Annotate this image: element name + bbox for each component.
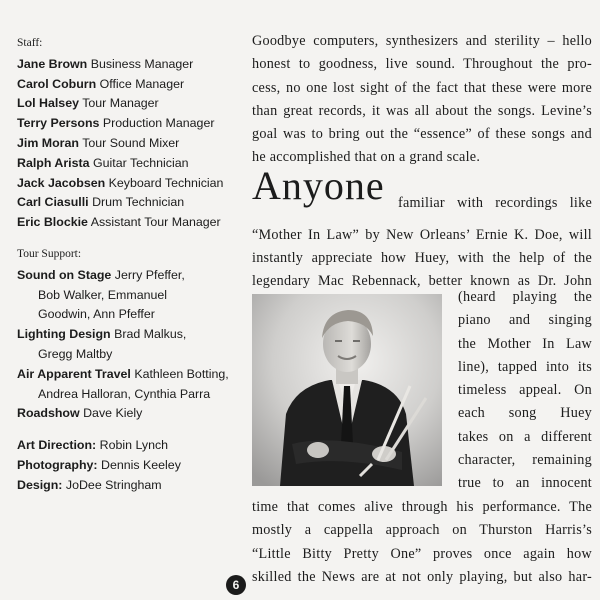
paragraph-main bbox=[252, 224, 592, 294]
text-line: “Mother In Law” by New Orleans’ Ernie K. Doe, will bbox=[252, 226, 592, 243]
staff-role: Tour Manager bbox=[82, 96, 159, 111]
staff-item bbox=[17, 213, 242, 233]
support-names: Dave Kiely bbox=[83, 406, 143, 421]
text-line: Goodbye computers, synthesizers and sterility – hello bbox=[252, 33, 592, 49]
staff-name: Carl Ciasulli bbox=[17, 195, 89, 210]
text-line: piano and singing bbox=[458, 312, 592, 329]
support-item bbox=[17, 325, 242, 345]
staff-role: Keyboard Technician bbox=[108, 175, 224, 190]
art-value: Dennis Keeley bbox=[101, 457, 181, 472]
staff-item bbox=[17, 75, 242, 95]
art-value: Robin Lynch bbox=[99, 438, 169, 453]
dropcap-word: Anyone bbox=[252, 162, 385, 208]
art-value: JoDee Stringham bbox=[65, 477, 162, 492]
art-credits bbox=[17, 436, 242, 495]
staff-name: Lol Halsey bbox=[17, 96, 79, 111]
text-line: line), tapped into its bbox=[458, 358, 592, 375]
text-line: familiar with recordings like bbox=[398, 194, 592, 211]
staff-item bbox=[17, 193, 242, 213]
staff-role: Production Manager bbox=[102, 116, 215, 131]
staff-item bbox=[17, 114, 242, 134]
support-label: Roadshow bbox=[17, 406, 80, 421]
staff-name: Eric Blockie bbox=[17, 215, 88, 230]
musician-photo-image bbox=[252, 294, 442, 486]
dropcap-line bbox=[252, 162, 592, 224]
support-label: Air Apparent Travel bbox=[17, 366, 131, 381]
text-line: legendary Mac Rebennack, better known as Dr. John bbox=[252, 273, 592, 290]
staff-item bbox=[17, 55, 242, 75]
staff-item bbox=[17, 154, 242, 174]
text-line: “Little Bitty Pretty One” proves once again how bbox=[252, 545, 592, 562]
musician-photo bbox=[252, 294, 442, 486]
staff-role: Assistant Tour Manager bbox=[90, 215, 221, 230]
staff-name: Jack Jacobsen bbox=[17, 175, 106, 190]
wrap-text bbox=[458, 286, 592, 496]
staff-heading: Staff: bbox=[17, 37, 43, 49]
art-label: Photography: bbox=[17, 457, 98, 472]
article-column bbox=[252, 30, 592, 585]
staff-role: Office Manager bbox=[99, 76, 185, 91]
staff-role: Tour Sound Mixer bbox=[82, 135, 180, 150]
page-number: 6 bbox=[226, 575, 246, 595]
staff-name: Jim Moran bbox=[17, 135, 79, 150]
support-names: Goodwin, Ann Pfeffer bbox=[38, 307, 155, 322]
support-names: Jerry Pfeffer, bbox=[114, 267, 185, 282]
text-line: he accomplished that on a grand scale. bbox=[252, 149, 481, 166]
credits-column bbox=[17, 34, 242, 496]
text-line: goal was to bring out the “essence” of these songs and bbox=[252, 126, 592, 143]
support-names: Bob Walker, Emmanuel bbox=[38, 287, 168, 302]
support-item bbox=[17, 266, 242, 286]
text-line: cess, no one lost sight of the fact that these were more bbox=[252, 79, 592, 96]
support-label: Lighting Design bbox=[17, 327, 111, 342]
text-line: instantly appreciate how Huey, with the help of the bbox=[252, 250, 592, 267]
support-names: Kathleen Botting, bbox=[134, 366, 229, 381]
text-line: character, remaining bbox=[458, 452, 592, 469]
text-line: than great records, it was all about the songs. Levine’s bbox=[252, 102, 592, 119]
text-line: honest to goodness, live sound. Throughout the pro- bbox=[252, 56, 592, 73]
text-line: mostly a cappella approach on Thurston Harris’s bbox=[252, 522, 592, 539]
paragraph-intro bbox=[252, 30, 592, 170]
text-line: true to an innocent bbox=[458, 475, 592, 492]
support-names: Gregg Maltby bbox=[38, 346, 113, 361]
staff-item bbox=[17, 174, 242, 194]
staff-role: Guitar Technician bbox=[92, 155, 189, 170]
support-item bbox=[17, 404, 242, 424]
text-line: skilled the News are at not only playing, but also har- bbox=[252, 568, 592, 585]
art-label: Design: bbox=[17, 477, 63, 492]
staff-name: Ralph Arista bbox=[17, 155, 90, 170]
staff-name: Terry Persons bbox=[17, 116, 100, 131]
support-names: Brad Malkus, bbox=[114, 327, 187, 342]
staff-list bbox=[17, 55, 242, 233]
paragraph-continued bbox=[252, 496, 592, 589]
tour-support-list bbox=[17, 266, 242, 424]
art-label: Art Direction: bbox=[17, 438, 97, 453]
text-line: each song Huey bbox=[458, 405, 592, 422]
art-item bbox=[17, 476, 242, 496]
staff-name: Carol Coburn bbox=[17, 76, 97, 91]
staff-item bbox=[17, 94, 242, 114]
text-line: timeless appeal. On bbox=[458, 382, 592, 399]
staff-role: Business Manager bbox=[90, 56, 194, 71]
support-label: Sound on Stage bbox=[17, 267, 112, 282]
art-item bbox=[17, 436, 242, 456]
art-item bbox=[17, 456, 242, 476]
staff-role: Drum Technician bbox=[92, 195, 185, 210]
support-names: Andrea Halloran, Cynthia Parra bbox=[38, 386, 211, 401]
tour-support-heading: Tour Support: bbox=[17, 247, 82, 260]
text-line: takes on a different bbox=[458, 428, 592, 445]
text-line: (heard playing the bbox=[458, 289, 592, 305]
text-line: time that comes alive through his performance. The bbox=[252, 499, 592, 515]
staff-name: Jane Brown bbox=[17, 56, 88, 71]
support-item bbox=[17, 365, 242, 385]
staff-item bbox=[17, 134, 242, 154]
text-line: the Mother In Law bbox=[458, 335, 592, 352]
